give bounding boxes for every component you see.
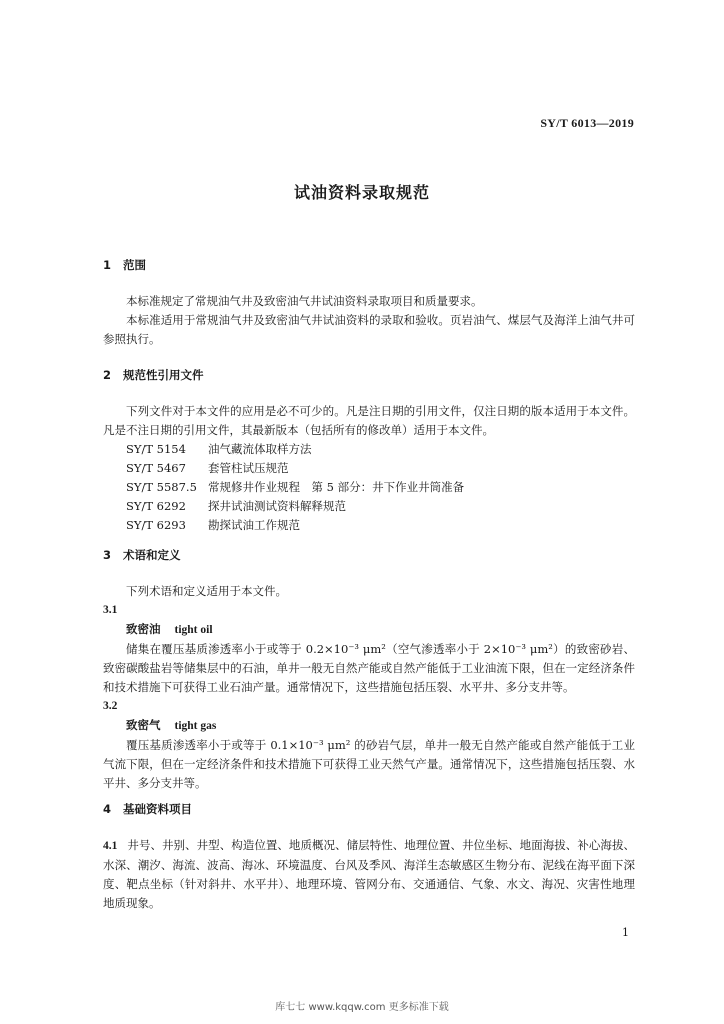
section-basic-data-items [103, 800, 635, 913]
paragraph: 本标准适用于常规油气井及致密油气井试油资料的录取和验收。页岩油气、煤层气及海洋上油气井可参照执行。 [103, 313, 635, 346]
term-en: tight oil [174, 624, 213, 636]
section-number: 1 [103, 258, 112, 272]
reference-item [103, 459, 635, 478]
section-scope [103, 256, 635, 349]
term-heading [103, 620, 635, 640]
term-cn: 致密油 [126, 622, 161, 636]
footer-watermark: 库七七 www.kqqw.com 更多标准下载 [275, 1002, 449, 1013]
section-terms-definitions [103, 546, 635, 793]
term-number: 3.1 [103, 604, 118, 616]
reference-title: 探井试油测试资料解释规范 [208, 499, 346, 513]
reference-code: SY/T 5587.5 [126, 480, 197, 494]
term-cn: 致密气 [126, 718, 161, 732]
paragraph: 下列术语和定义适用于本文件。 [126, 584, 287, 598]
standard-number: SY/T 6013—2019 [540, 116, 634, 130]
term-heading [103, 716, 635, 736]
reference-item [103, 440, 635, 459]
page-number: 1 [622, 926, 629, 939]
paragraph: 下列文件对于本文件的应用是必不可少的。凡是注日期的引用文件，仅注日期的版本适用于本文件。凡是不注日期的引用文件，其最新版本（包括所有的修改单）适用于本文件。 [103, 404, 635, 437]
reference-item [103, 497, 635, 516]
section-number: 4 [103, 802, 112, 816]
document-title: 试油资料录取规范 [293, 183, 430, 202]
section-heading [103, 800, 635, 819]
section-title: 基础资料项目 [123, 802, 192, 816]
section-title: 术语和定义 [123, 548, 181, 562]
reference-item [103, 478, 635, 497]
reference-title: 油气藏流体取样方法 [208, 442, 312, 456]
section-heading [103, 366, 635, 385]
reference-title: 勘探试油工作规范 [208, 518, 300, 532]
section-number: 3 [103, 548, 112, 562]
section-number: 2 [103, 368, 112, 382]
term-number: 3.2 [103, 700, 118, 712]
reference-title: 套管柱试压规范 [208, 461, 289, 475]
term-definition: 储集在覆压基质渗透率小于或等于 0.2×10⁻³ μm²（空气渗透率小于 2×10⁻³ μm²）的致密砂岩、致密碳酸盐岩等储集层中的石油，单井一般无自然产能或自然产能低于工业油流下限，但在一定经济条件和技术措施下可获得工业石油产量。通常情况下，这些措施包括压裂、水平井、多分支井等。 [103, 642, 635, 694]
clause-number: 4.1 [103, 840, 118, 852]
reference-code: SY/T 6293 [126, 518, 186, 532]
clause-text: 井号、井别、井型、构造位置、地质概况、储层特性、地理位置、井位坐标、地面海拔、补心海拔、水深、潮汐、海流、波高、海冰、环境温度、台风及季风、海洋生态敏感区生物分布、泥线在海平面下深度、靶点坐标（针对斜井、水平井）、地理环境、管网分布、交通通信、气象、水文、海况、灾害性地理地质现象。 [103, 838, 635, 910]
section-heading [103, 546, 635, 565]
term-en: tight gas [174, 720, 217, 732]
section-title: 规范性引用文件 [123, 368, 204, 382]
clause-paragraph [103, 836, 635, 913]
reference-code: SY/T 6292 [126, 499, 186, 513]
reference-title: 常规修井作业规程 第 5 部分：井下作业井筒准备 [208, 480, 465, 494]
reference-code: SY/T 5467 [126, 461, 186, 475]
term-definition: 覆压基质渗透率小于或等于 0.1×10⁻³ μm² 的砂岩气层，单井一般无自然产能或自然产能低于工业气流下限，但在一定经济条件和技术措施下可获得工业天然气产量。通常情况下，这些措施包括压裂、水平井、多分支井等。 [103, 738, 635, 790]
section-normative-references [103, 366, 635, 535]
reference-item [103, 516, 635, 535]
reference-code: SY/T 5154 [126, 442, 186, 456]
section-title: 范围 [123, 258, 146, 272]
paragraph: 本标准规定了常规油气井及致密油气井试油资料录取项目和质量要求。 [126, 294, 483, 308]
section-heading [103, 256, 635, 275]
